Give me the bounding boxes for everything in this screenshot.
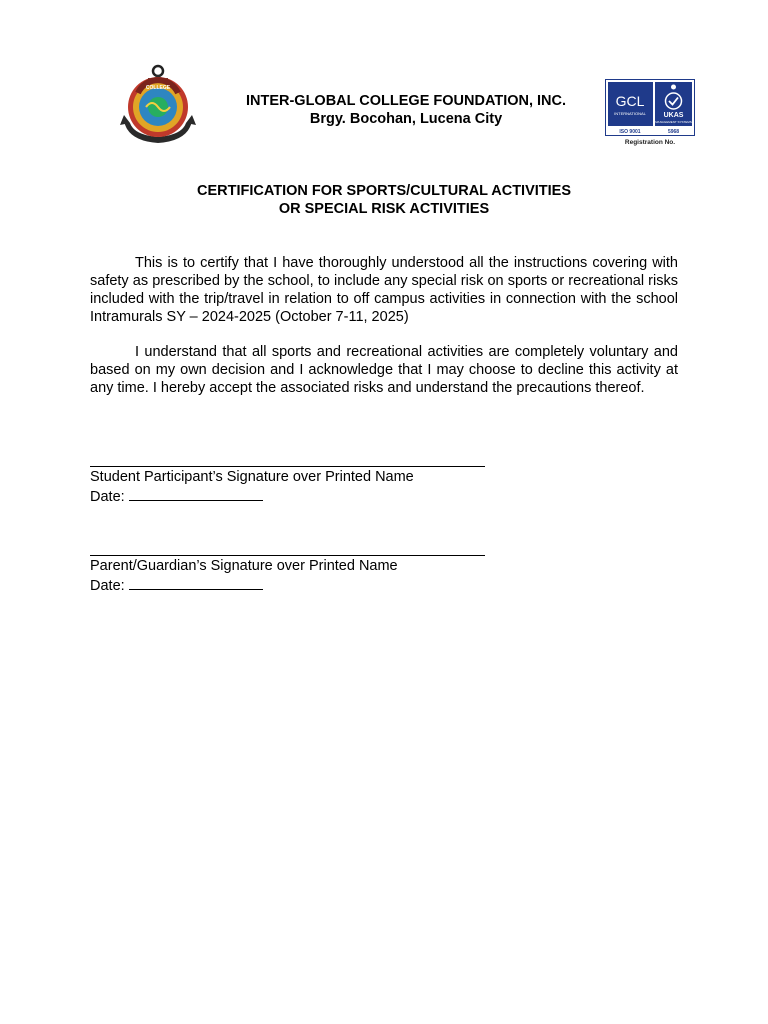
registration-label: Registration No.: [624, 139, 676, 146]
parent-date-field[interactable]: [129, 575, 263, 590]
certification-paragraph: This is to certify that I have thoroughly understood all the instructions covering with safety as prescribed by the school, to include any special risk on sports or recreational risks included with the trip/travel in relation to off campus activities in connection with the school Intramurals SY – 2024-2025 (October 7-11, 2025): [90, 255, 678, 325]
student-signature-line[interactable]: [90, 466, 485, 467]
parent-signature-label: Parent/Guardian’s Signature over Printed Name: [90, 558, 398, 574]
parent-date-row: [90, 575, 263, 595]
acknowledgement-paragraph: I understand that all sports and recreational activities are completely voluntary and based on my own decision and I acknowledge that I may choose to decline this activity at any time. I hereby accept the associated risks and understand the precautions thereof.: [90, 344, 678, 396]
title-line-1: CERTIFICATION FOR SPORTS/CULTURAL ACTIVITIES: [196, 183, 572, 199]
institution-name: INTER-GLOBAL COLLEGE FOUNDATION, INC.: [245, 93, 567, 109]
title-line-2: OR SPECIAL RISK ACTIVITIES: [278, 201, 490, 217]
student-date-label: Date:: [90, 489, 125, 505]
institution-address: Brgy. Bocohan, Lucena City: [309, 111, 503, 127]
parent-signature-line[interactable]: [90, 555, 485, 556]
student-date-row: [90, 486, 263, 506]
parent-date-label: Date:: [90, 578, 125, 594]
college-crest-logo: [118, 63, 198, 147]
letterhead: [200, 92, 612, 128]
ukas-logo-text: UKAS: [663, 112, 684, 119]
student-signature-label: Student Participant’s Signature over Printed Name: [90, 469, 414, 485]
ukas-logo-subtext: MANAGEMENT SYSTEMS: [655, 120, 692, 124]
gcl-logo-text: GCL: [615, 93, 645, 109]
ukas-number-text: 5968: [667, 129, 680, 135]
crest-text: COLLEGE: [145, 85, 171, 91]
document-title: [90, 182, 678, 218]
student-date-field[interactable]: [129, 486, 263, 501]
gcl-logo-subtext: INTERNATIONAL: [614, 111, 646, 116]
iso-certification-logo: [605, 79, 695, 136]
iso-standard-text: ISO 9001: [619, 129, 641, 135]
